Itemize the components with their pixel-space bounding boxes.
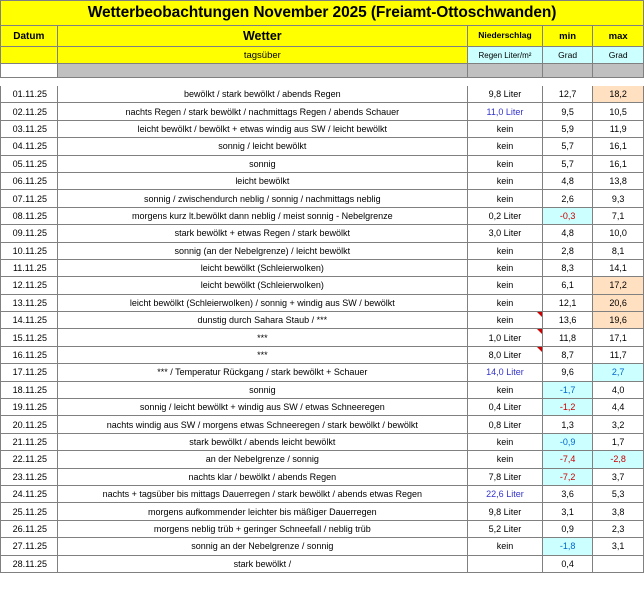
cell-niederschlag: kein xyxy=(468,259,543,276)
cell-max: 14,1 xyxy=(593,259,644,276)
cell-wetter: dunstig durch Sahara Staub / *** xyxy=(57,312,467,329)
cell-datum: 06.11.25 xyxy=(1,172,58,189)
cell-wetter: leicht bewölkt / bewölkt + etwas windig aus SW / leicht bewölkt xyxy=(57,120,467,137)
cell-datum: 18.11.25 xyxy=(1,381,58,398)
cell-wetter: nachts klar / bewölkt / abends Regen xyxy=(57,468,467,485)
table-row xyxy=(1,138,644,155)
cell-wetter: sonnig xyxy=(57,381,467,398)
table-row xyxy=(1,538,644,555)
blank-cell-3 xyxy=(468,78,543,86)
table-row xyxy=(1,120,644,137)
blank-cell-4 xyxy=(542,78,593,86)
cell-min: 2,8 xyxy=(542,242,593,259)
cell-min: 0,9 xyxy=(542,520,593,537)
cell-min: 5,7 xyxy=(542,155,593,172)
cell-min: 5,9 xyxy=(542,120,593,137)
cell-niederschlag xyxy=(468,555,543,572)
cell-max: 16,1 xyxy=(593,138,644,155)
cell-min: 8,3 xyxy=(542,259,593,276)
cell-niederschlag: kein xyxy=(468,294,543,311)
spacer-cell-wetter xyxy=(57,64,467,78)
header-row xyxy=(1,26,644,47)
cell-niederschlag: kein xyxy=(468,138,543,155)
cell-datum: 21.11.25 xyxy=(1,433,58,450)
cell-min: 0,4 xyxy=(542,555,593,572)
cell-niederschlag: kein xyxy=(468,277,543,294)
cell-wetter: nachts windig aus SW / morgens etwas Schneeregen / stark bewölkt / bewölkt xyxy=(57,416,467,433)
table-row xyxy=(1,346,644,363)
cell-datum: 13.11.25 xyxy=(1,294,58,311)
cell-wetter: stark bewölkt / xyxy=(57,555,467,572)
cell-min: 5,7 xyxy=(542,138,593,155)
table-row xyxy=(1,259,644,276)
table-row xyxy=(1,503,644,520)
cell-datum: 04.11.25 xyxy=(1,138,58,155)
cell-wetter: sonnig an der Nebelgrenze / sonnig xyxy=(57,538,467,555)
cell-min: 9,6 xyxy=(542,364,593,381)
cell-wetter: sonnig / leicht bewölkt xyxy=(57,138,467,155)
cell-wetter: leicht bewölkt (Schleierwolken) xyxy=(57,277,467,294)
table-row xyxy=(1,312,644,329)
cell-max: 2,3 xyxy=(593,520,644,537)
table-row xyxy=(1,451,644,468)
table-row xyxy=(1,520,644,537)
subheader-max: Grad xyxy=(593,47,644,64)
cell-max: 7,1 xyxy=(593,207,644,224)
table-row xyxy=(1,277,644,294)
cell-max: 11,7 xyxy=(593,346,644,363)
table-row xyxy=(1,485,644,502)
cell-max: -2,8 xyxy=(593,451,644,468)
cell-wetter: leicht bewölkt (Schleierwolken) xyxy=(57,259,467,276)
cell-min: 4,8 xyxy=(542,225,593,242)
cell-datum: 01.11.25 xyxy=(1,86,58,103)
cell-wetter: *** / Temperatur Rückgang / stark bewölkt + Schauer xyxy=(57,364,467,381)
cell-datum: 15.11.25 xyxy=(1,329,58,346)
cell-min: -1,8 xyxy=(542,538,593,555)
cell-wetter: morgens neblig trüb + geringer Schneefall / neblig trüb xyxy=(57,520,467,537)
cell-min: -1,2 xyxy=(542,399,593,416)
table-body xyxy=(1,1,644,573)
cell-datum: 12.11.25 xyxy=(1,277,58,294)
cell-max: 4,0 xyxy=(593,381,644,398)
cell-datum: 08.11.25 xyxy=(1,207,58,224)
cell-niederschlag: 0,2 Liter xyxy=(468,207,543,224)
cell-min: -0,3 xyxy=(542,207,593,224)
cell-min: -7,2 xyxy=(542,468,593,485)
cell-max: 4,4 xyxy=(593,399,644,416)
table-row xyxy=(1,190,644,207)
cell-datum: 24.11.25 xyxy=(1,485,58,502)
cell-max: 3,8 xyxy=(593,503,644,520)
cell-datum: 19.11.25 xyxy=(1,399,58,416)
cell-niederschlag: kein xyxy=(468,242,543,259)
cell-datum: 11.11.25 xyxy=(1,259,58,276)
cell-min: 13,6 xyxy=(542,312,593,329)
cell-datum: 23.11.25 xyxy=(1,468,58,485)
cell-max: 3,7 xyxy=(593,468,644,485)
cell-niederschlag: kein xyxy=(468,433,543,450)
cell-wetter: sonnig / zwischendurch neblig / sonnig / nachmittags neblig xyxy=(57,190,467,207)
cell-wetter: morgens aufkommender leichter bis mäßiger Dauerregen xyxy=(57,503,467,520)
cell-max: 10,5 xyxy=(593,103,644,120)
cell-min: 1,3 xyxy=(542,416,593,433)
subheader-datum xyxy=(1,47,58,64)
table-row xyxy=(1,364,644,381)
cell-max: 13,8 xyxy=(593,172,644,189)
cell-wetter: stark bewölkt / abends leicht bewölkt xyxy=(57,433,467,450)
cell-wetter: bewölkt / stark bewölkt / abends Regen xyxy=(57,86,467,103)
header-min: min xyxy=(542,26,593,47)
cell-niederschlag: 7,8 Liter xyxy=(468,468,543,485)
table-row xyxy=(1,225,644,242)
cell-datum: 25.11.25 xyxy=(1,503,58,520)
cell-datum: 09.11.25 xyxy=(1,225,58,242)
cell-niederschlag: 22,6 Liter xyxy=(468,485,543,502)
cell-min: 12,1 xyxy=(542,294,593,311)
cell-max: 19,6 xyxy=(593,312,644,329)
cell-datum: 16.11.25 xyxy=(1,346,58,363)
cell-wetter: *** xyxy=(57,346,467,363)
cell-max: 16,1 xyxy=(593,155,644,172)
cell-niederschlag: 9,8 Liter xyxy=(468,503,543,520)
cell-datum: 20.11.25 xyxy=(1,416,58,433)
spacer-cell-niederschlag xyxy=(468,64,543,78)
header-niederschlag: Niederschlag xyxy=(468,26,543,47)
table-row xyxy=(1,416,644,433)
table-row xyxy=(1,242,644,259)
cell-niederschlag: 1,0 Liter xyxy=(468,329,543,346)
cell-niederschlag: kein xyxy=(468,312,543,329)
cell-datum: 17.11.25 xyxy=(1,364,58,381)
cell-wetter: nachts + tagsüber bis mittags Dauerregen / stark bewölkt / abends etwas Regen xyxy=(57,485,467,502)
table-row xyxy=(1,172,644,189)
header-datum: Datum xyxy=(1,26,58,47)
cell-max: 17,1 xyxy=(593,329,644,346)
cell-niederschlag: 9,8 Liter xyxy=(468,86,543,103)
cell-wetter: nachts Regen / stark bewölkt / nachmittags Regen / abends Schauer xyxy=(57,103,467,120)
cell-niederschlag: 0,8 Liter xyxy=(468,416,543,433)
table-row xyxy=(1,155,644,172)
table-row xyxy=(1,103,644,120)
cell-niederschlag: 11,0 Liter xyxy=(468,103,543,120)
table-row xyxy=(1,399,644,416)
spacer-cell-max xyxy=(593,64,644,78)
table-row xyxy=(1,207,644,224)
spacer-cell-datum xyxy=(1,64,58,78)
cell-max: 1,7 xyxy=(593,433,644,450)
cell-max xyxy=(593,555,644,572)
page-title: Wetterbeobachtungen November 2025 (Freiamt-Ottoschwanden) xyxy=(1,1,644,26)
subheader-niederschlag: Regen Liter/m² xyxy=(468,47,543,64)
blank-row xyxy=(1,78,644,86)
cell-datum: 03.11.25 xyxy=(1,120,58,137)
subheader-row xyxy=(1,47,644,64)
cell-min: 8,7 xyxy=(542,346,593,363)
cell-max: 20,6 xyxy=(593,294,644,311)
table-row xyxy=(1,555,644,572)
header-wetter: Wetter xyxy=(57,26,467,47)
cell-max: 9,3 xyxy=(593,190,644,207)
cell-max: 8,1 xyxy=(593,242,644,259)
title-row xyxy=(1,1,644,26)
blank-cell-2 xyxy=(57,78,467,86)
cell-max: 5,3 xyxy=(593,485,644,502)
cell-min: 12,7 xyxy=(542,86,593,103)
cell-min: 11,8 xyxy=(542,329,593,346)
cell-wetter: morgens kurz lt.bewölkt dann neblig / meist sonnig - Nebelgrenze xyxy=(57,207,467,224)
cell-min: 6,1 xyxy=(542,277,593,294)
cell-wetter: sonnig (an der Nebelgrenze) / leicht bewölkt xyxy=(57,242,467,259)
cell-wetter: stark bewölkt + etwas Regen / stark bewölkt xyxy=(57,225,467,242)
cell-min: 3,6 xyxy=(542,485,593,502)
blank-cell-1 xyxy=(1,78,58,86)
cell-wetter: sonnig / leicht bewölkt + windig aus SW / etwas Schneeregen xyxy=(57,399,467,416)
cell-datum: 02.11.25 xyxy=(1,103,58,120)
spacer-cell-min xyxy=(542,64,593,78)
cell-datum: 05.11.25 xyxy=(1,155,58,172)
header-max: max xyxy=(593,26,644,47)
cell-niederschlag: 0,4 Liter xyxy=(468,399,543,416)
table-row xyxy=(1,294,644,311)
cell-wetter: leicht bewölkt xyxy=(57,172,467,189)
subheader-min: Grad xyxy=(542,47,593,64)
spacer-row xyxy=(1,64,644,78)
cell-max: 11,9 xyxy=(593,120,644,137)
table-row xyxy=(1,86,644,103)
cell-niederschlag: kein xyxy=(468,155,543,172)
cell-datum: 22.11.25 xyxy=(1,451,58,468)
cell-niederschlag: 5,2 Liter xyxy=(468,520,543,537)
cell-min: -1,7 xyxy=(542,381,593,398)
cell-wetter: an der Nebelgrenze / sonnig xyxy=(57,451,467,468)
cell-max: 18,2 xyxy=(593,86,644,103)
cell-datum: 14.11.25 xyxy=(1,312,58,329)
cell-datum: 28.11.25 xyxy=(1,555,58,572)
table-row xyxy=(1,468,644,485)
cell-min: 3,1 xyxy=(542,503,593,520)
subheader-wetter: tagsüber xyxy=(57,47,467,64)
cell-niederschlag: kein xyxy=(468,172,543,189)
table-row xyxy=(1,329,644,346)
cell-min: 4,8 xyxy=(542,172,593,189)
cell-datum: 07.11.25 xyxy=(1,190,58,207)
cell-max: 10,0 xyxy=(593,225,644,242)
cell-datum: 27.11.25 xyxy=(1,538,58,555)
blank-cell-5 xyxy=(593,78,644,86)
cell-niederschlag: kein xyxy=(468,538,543,555)
cell-max: 17,2 xyxy=(593,277,644,294)
cell-niederschlag: kein xyxy=(468,190,543,207)
table-row xyxy=(1,381,644,398)
cell-max: 2,7 xyxy=(593,364,644,381)
cell-min: 2,6 xyxy=(542,190,593,207)
cell-niederschlag: 8,0 Liter xyxy=(468,346,543,363)
cell-niederschlag: kein xyxy=(468,120,543,137)
cell-datum: 10.11.25 xyxy=(1,242,58,259)
cell-niederschlag: 14,0 Liter xyxy=(468,364,543,381)
cell-niederschlag: kein xyxy=(468,451,543,468)
cell-datum: 26.11.25 xyxy=(1,520,58,537)
cell-min: -7,4 xyxy=(542,451,593,468)
cell-wetter: leicht bewölkt (Schleierwolken) / sonnig + windig aus SW / bewölkt xyxy=(57,294,467,311)
cell-niederschlag: 3,0 Liter xyxy=(468,225,543,242)
cell-wetter: *** xyxy=(57,329,467,346)
cell-wetter: sonnig xyxy=(57,155,467,172)
cell-min: -0,9 xyxy=(542,433,593,450)
cell-niederschlag: kein xyxy=(468,381,543,398)
table-row xyxy=(1,433,644,450)
cell-max: 3,2 xyxy=(593,416,644,433)
cell-min: 9,5 xyxy=(542,103,593,120)
cell-max: 3,1 xyxy=(593,538,644,555)
